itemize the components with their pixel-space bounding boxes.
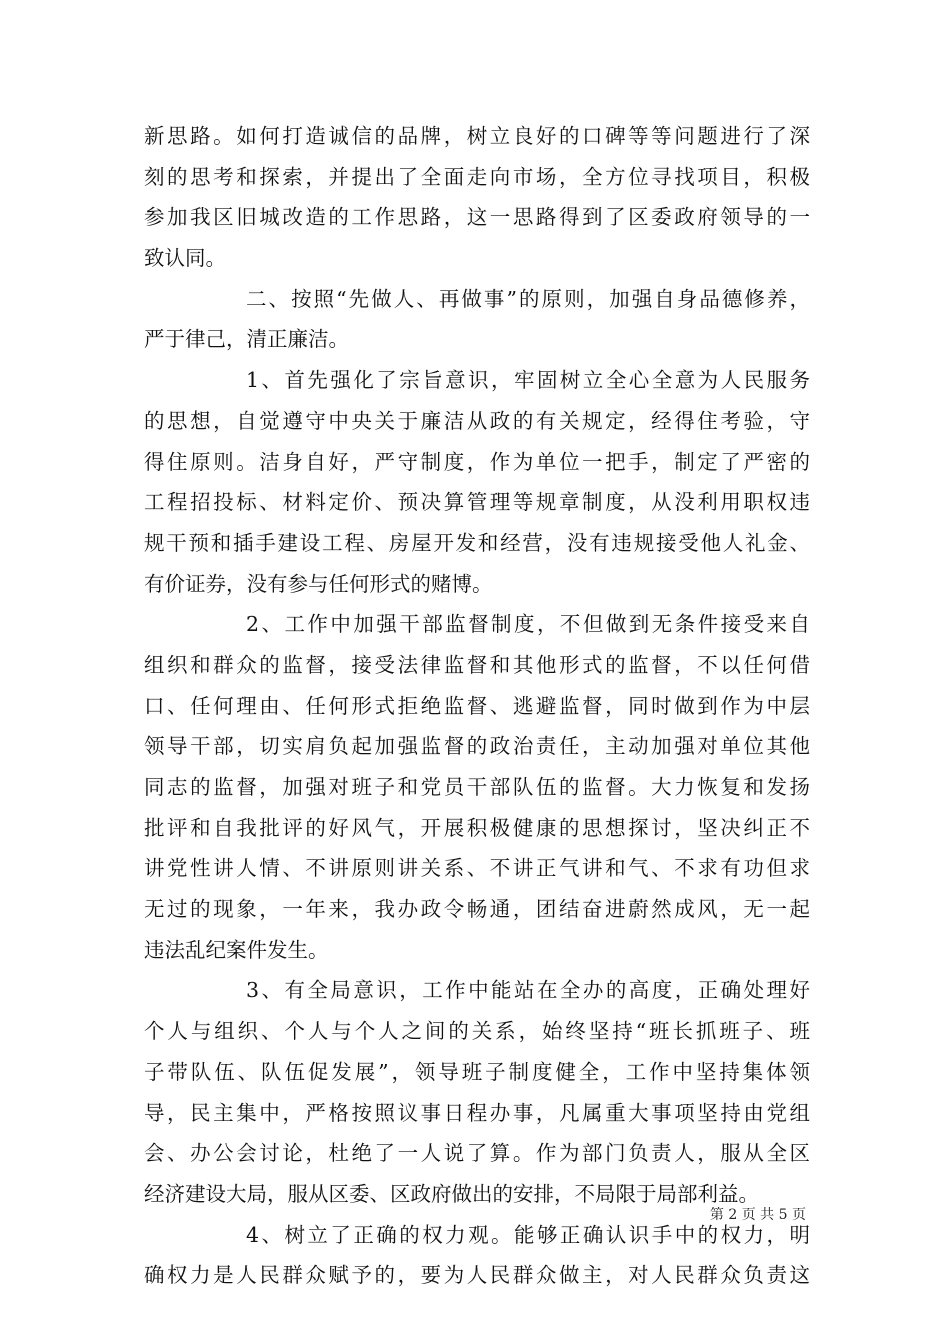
text-line: 子带队伍、队伍促发展”，领导班子制度健全，工作中坚持集体领 [144,1059,810,1084]
text-line: 的思想，自觉遵守中央关于廉洁从政的有关规定，经得住考验，守 [144,408,810,433]
text-line: 得住原则。洁身自好，严守制度，作为单位一把手，制定了严密的 [144,449,810,474]
text-line: 规干预和插手建设工程、房屋开发和经营，没有违规接受他人礼金、 [144,530,810,555]
text-line: 新思路。如何打造诚信的品牌，树立良好的口碑等等问题进行了深 [144,124,810,148]
text-line: 批评和自我批评的好风气，开展积极健康的思想探讨，坚决纠正不 [144,815,810,840]
text-line: 违法乱纪案件发生。 [144,937,329,962]
text-line: 讲党性讲人情、不讲原则讲关系、不讲正气讲和气、不求有功但求 [144,856,810,881]
text-line: 口、任何理由、任何形式拒绝监督、逃避监督，同时做到作为中层 [144,693,810,718]
page-number-footer: 第 2 页 共 5 页 [709,1207,806,1223]
text-line: 有价证券，没有参与任何形式的赌博。 [144,571,493,596]
text-line: 致认同。 [144,246,226,271]
text-line: 同志的监督，加强对班子和党员干部队伍的监督。大力恢复和发扬 [144,775,810,799]
text-line: 经济建设大局，服从区委、区政府做出的安排，不局限于局部利益。 [144,1181,759,1206]
document-body [144,116,810,1296]
text-line: 工程招投标、材料定价、预决算管理等规章制度，从没利用职权违 [144,490,810,515]
text-line: 组织和群众的监督，接受法律监督和其他形式的监督，不以任何借 [144,652,810,677]
text-line: 导，民主集中，严格按照议事日程办事，凡属重大事项坚持由党组 [144,1100,810,1125]
text-line: 个人与组织、个人与个人之间的关系，始终坚持“班长抓班子、班 [144,1019,810,1044]
section-heading-line: 严于律己，清正廉洁。 [144,327,349,352]
paragraph-first-line: 1、首先强化了宗旨意识，牢固树立全心全意为人民服务 [246,368,810,393]
text-line: 参加我区旧城改造的工作思路，这一思路得到了区委政府领导的一 [144,205,810,230]
paragraph-first-line: 3、有全局意识，工作中能站在全办的高度，正确处理好 [246,978,810,1003]
text-line: 会、办公会讨论，杜绝了一人说了算。作为部门负责人，服从全区 [144,1141,810,1166]
text-line: 无过的现象，一年来，我办政令畅通，团结奋进蔚然成风，无一起 [144,897,810,922]
text-line: 领导干部，切实肩负起加强监督的政治责任，主动加强对单位其他 [144,734,810,759]
section-heading-line: 二、按照“先做人、再做事”的原则，加强自身品德修养， [246,286,810,311]
text-line: 刻的思考和探索，并提出了全面走向市场，全方位寻找项目，积极 [144,164,810,189]
text-line: 确权力是人民群众赋予的，要为人民群众做主，对人民群众负责这 [144,1263,810,1288]
paragraph-first-line: 2、工作中加强干部监督制度，不但做到无条件接受来自 [246,612,810,637]
paragraph-first-line: 4、树立了正确的权力观。能够正确认识手中的权力，明 [246,1222,810,1247]
